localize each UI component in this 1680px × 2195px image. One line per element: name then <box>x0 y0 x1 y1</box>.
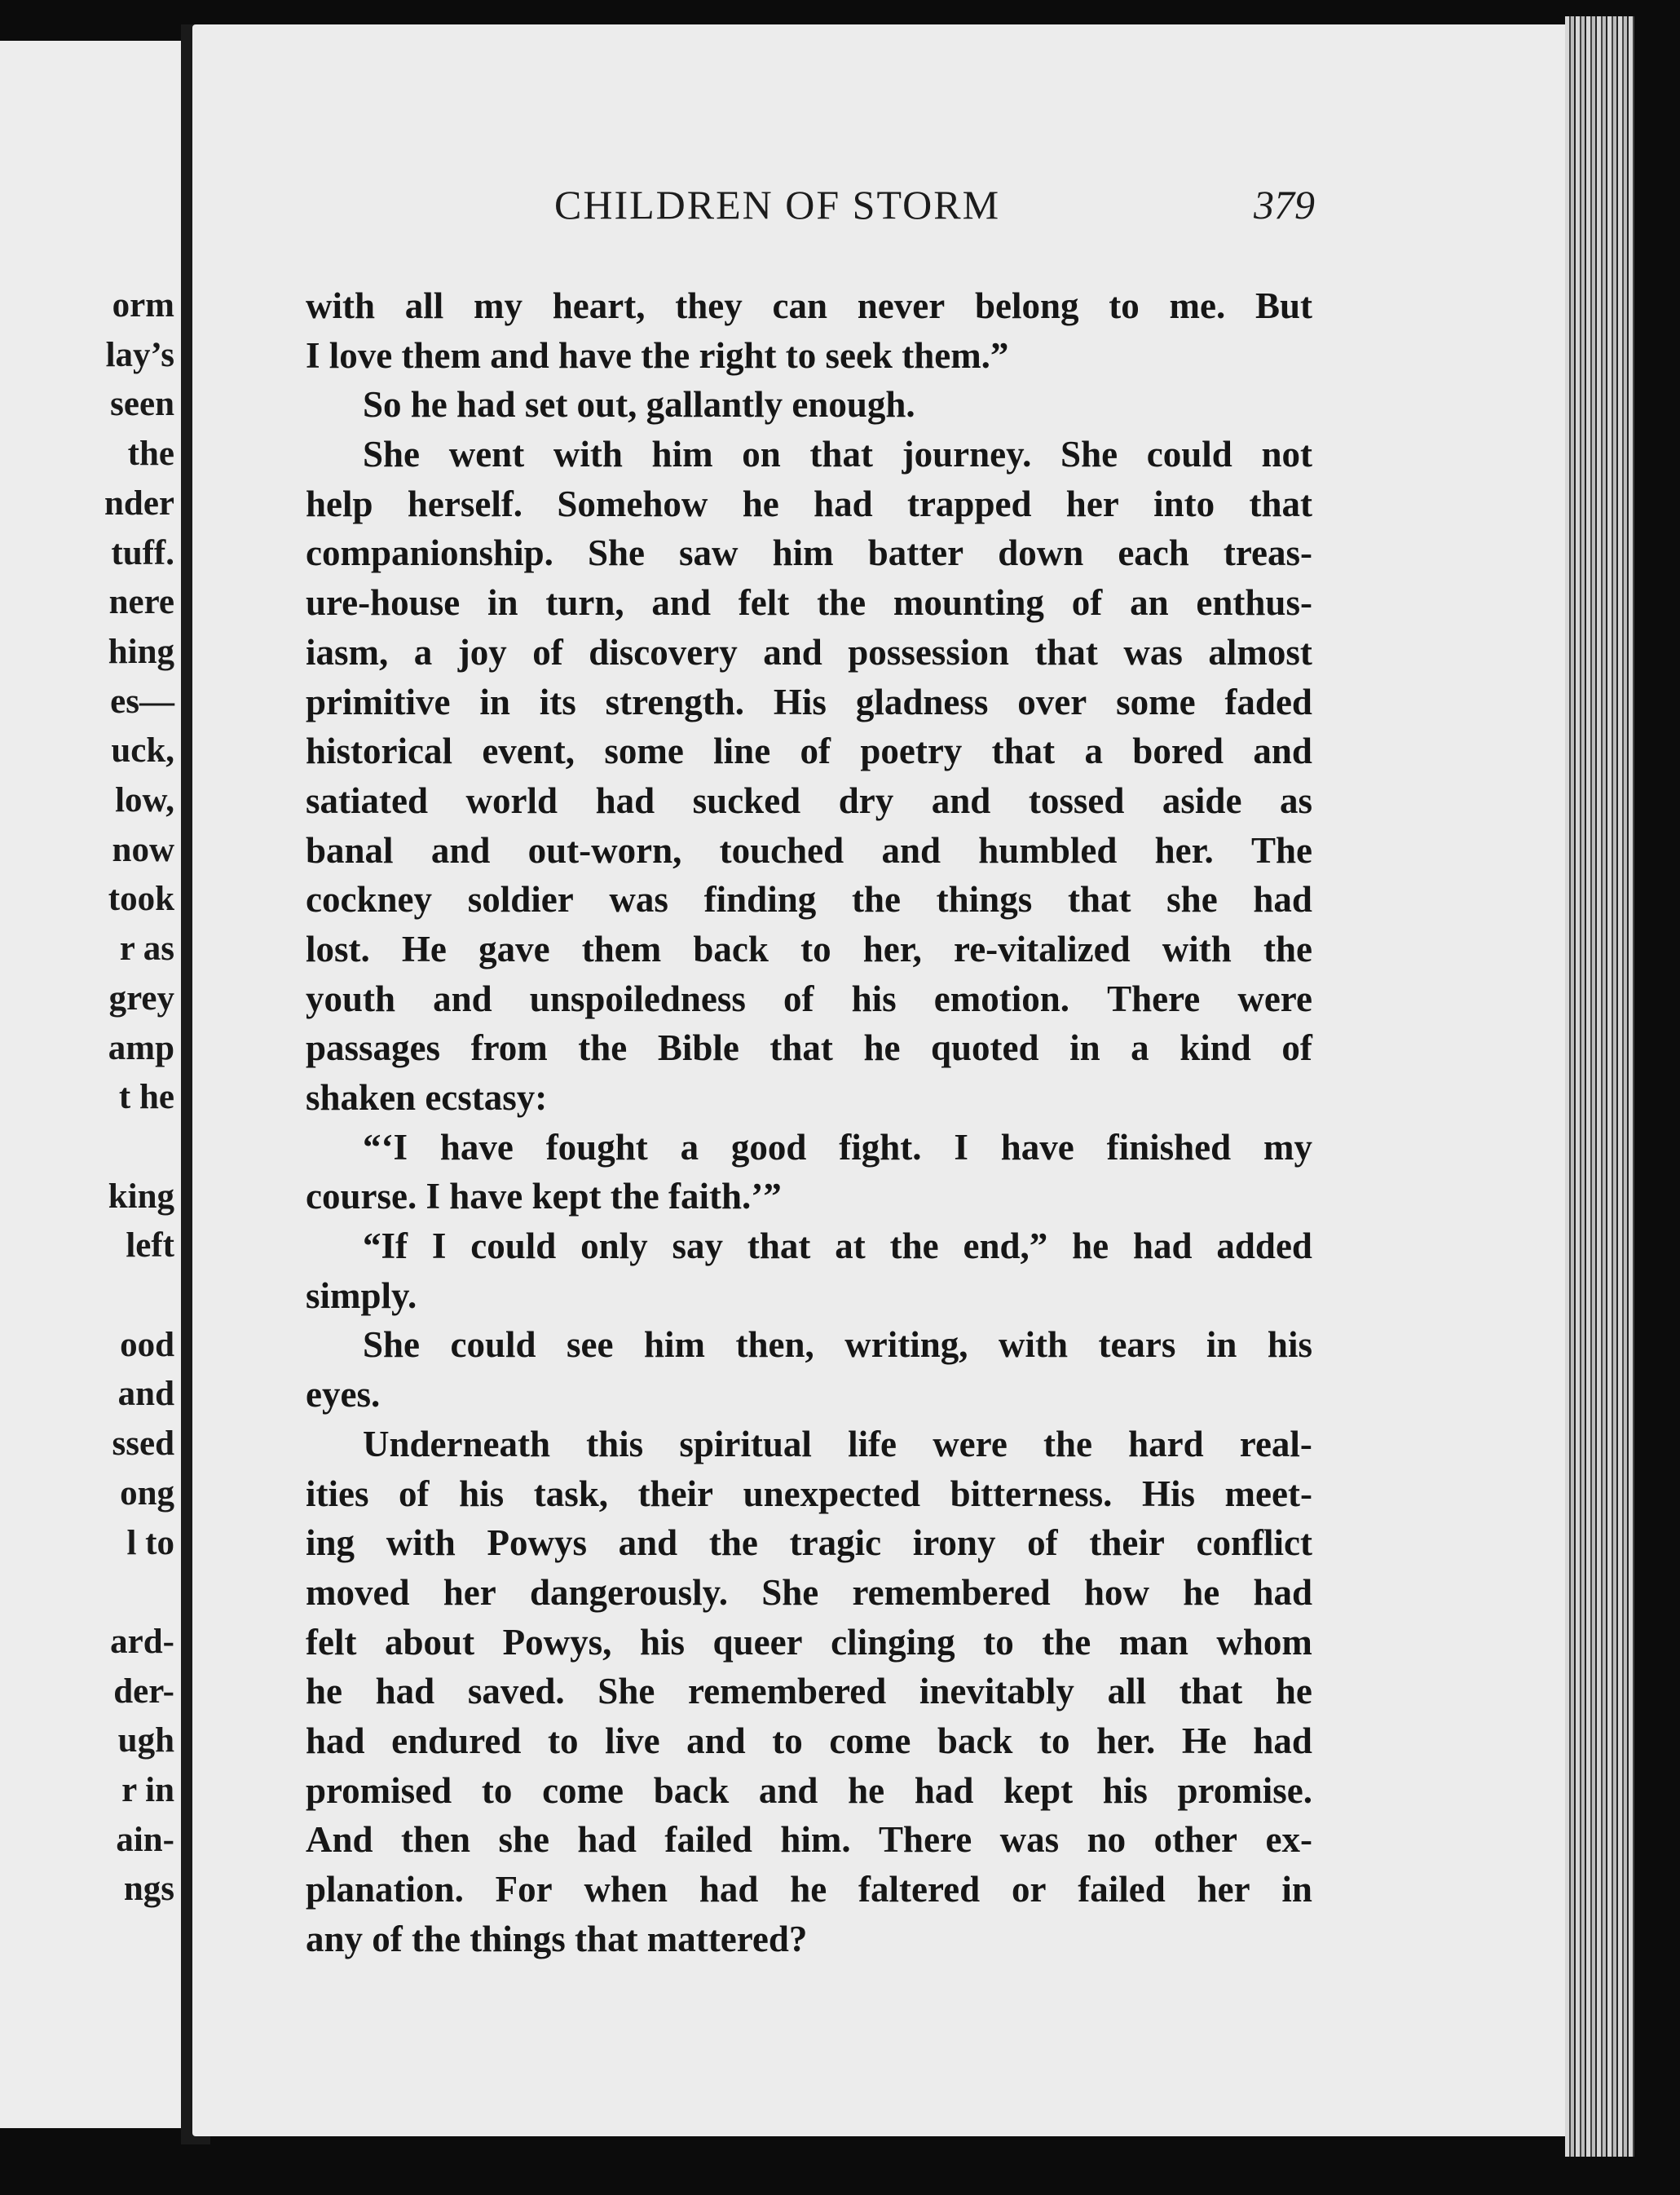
page-edges <box>1565 16 1634 2157</box>
text-line: passages from the Bible that he quoted in a kind of <box>306 1027 1312 1069</box>
facing-page-fragment: t he <box>118 1078 174 1117</box>
text-line: And then she had failed him. There was no other ex- <box>306 1819 1312 1861</box>
facing-page-fragment: l to <box>126 1523 174 1562</box>
facing-page-fragment: now <box>112 830 174 869</box>
facing-page-fragment: hing <box>108 632 174 671</box>
facing-page-fragment: seen <box>110 385 174 424</box>
facing-page-fragment: left <box>126 1226 174 1265</box>
facing-page-fragment: lay’s <box>105 335 174 374</box>
text-line: had endured to live and to come back to her. He had <box>306 1720 1312 1761</box>
text-line: simply. <box>306 1274 417 1316</box>
text-line: any of the things that mattered? <box>306 1918 808 1959</box>
text-line: banal and out-worn, touched and humbled her. The <box>306 829 1312 871</box>
facing-page-fragment: ssed <box>112 1424 174 1464</box>
facing-page-fragment: king <box>108 1177 174 1216</box>
facing-page-fragment: ong <box>120 1473 174 1513</box>
facing-page-fragment: tuff. <box>111 533 174 572</box>
text-line: felt about Powys, his queer clinging to the man whom <box>306 1621 1312 1663</box>
text-line: course. I have kept the faith.’” <box>306 1176 782 1217</box>
text-line: promised to come back and he had kept his promise. <box>306 1769 1312 1811</box>
facing-page-fragment: ugh <box>117 1721 174 1760</box>
text-line: lost. He gave them back to her, re-vitalized with the <box>306 928 1312 969</box>
text-line: She went with him on that journey. She could not <box>363 434 1312 475</box>
text-line: “‘I have fought a good fight. I have finished my <box>363 1126 1312 1168</box>
facing-page-fragment: ngs <box>123 1870 174 1909</box>
text-line: planation. For when had he faltered or failed her in <box>306 1869 1312 1910</box>
facing-page-fragment: es— <box>110 682 174 721</box>
text-line: So he had set out, gallantly enough. <box>363 384 915 426</box>
facing-page-fragment: took <box>108 880 174 919</box>
text-line: I love them and have the right to seek them.” <box>306 334 1009 376</box>
text-line: satiated world had sucked dry and tossed aside as <box>306 780 1312 821</box>
running-title: CHILDREN OF STORM <box>554 182 1001 227</box>
text-line: moved her dangerously. She remembered how he had <box>306 1571 1312 1613</box>
text-line: he had saved. She remembered inevitably all that he <box>306 1671 1312 1712</box>
text-line: iasm, a joy of discovery and possession that was almost <box>306 631 1312 673</box>
text-line: help herself. Somehow he had trapped her into that <box>306 483 1312 524</box>
body-text <box>306 281 1312 1963</box>
text-line: ing with Powys and the tragic irony of their conflict <box>306 1522 1312 1564</box>
facing-page-fragment: r as <box>119 930 174 969</box>
facing-page-fragment: nere <box>108 583 174 622</box>
text-line: with all my heart, they can never belong to me. But <box>306 285 1312 326</box>
facing-page-fragment: grey <box>108 978 174 1018</box>
facing-page-fragment: uck, <box>111 731 174 771</box>
page-number: 379 <box>1254 182 1315 227</box>
text-line: eyes. <box>306 1374 381 1415</box>
facing-page-fragment: and <box>117 1375 174 1414</box>
text-line: cockney soldier was finding the things that she had <box>306 879 1312 921</box>
text-line: companionship. She saw him batter down each treas- <box>306 532 1312 574</box>
facing-page-fragment: orm <box>112 286 174 325</box>
facing-page-left <box>0 41 181 2128</box>
text-line: Underneath this spiritual life were the hard real- <box>363 1423 1312 1464</box>
text-line: She could see him then, writing, with tears in his <box>363 1324 1312 1366</box>
facing-page-fragment: ood <box>120 1325 174 1364</box>
facing-page-fragment: ard- <box>110 1622 174 1661</box>
facing-page-fragment: ain- <box>116 1820 174 1859</box>
text-line: historical event, some line of poetry that a bored and <box>306 731 1312 772</box>
text-line: ities of his task, their unexpected bitterness. His meet- <box>306 1473 1312 1514</box>
text-line: primitive in its strength. His gladness over some faded <box>306 681 1312 722</box>
facing-page-fragment: nder <box>104 484 174 523</box>
facing-page-fragment: low, <box>115 781 174 819</box>
facing-page-fragment: der- <box>113 1672 174 1711</box>
facing-page-fragment: r in <box>121 1771 174 1809</box>
facing-page-fragment: amp <box>108 1028 174 1067</box>
text-line: youth and unspoiledness of his emotion. There were <box>306 978 1312 1019</box>
text-line: shaken ecstasy: <box>306 1077 548 1118</box>
text-line: “If I could only say that at the end,” he had added <box>363 1226 1312 1267</box>
text-line: ure-house in turn, and felt the mounting of an enthus- <box>306 582 1312 624</box>
facing-page-fragment: the <box>127 435 174 474</box>
